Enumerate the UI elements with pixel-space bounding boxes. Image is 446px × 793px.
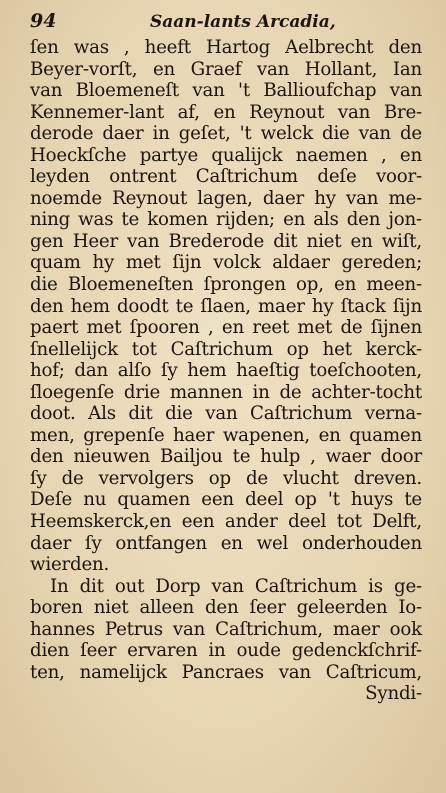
text-line: dien ſeer ervaren in oude gedenckſchrif-	[30, 640, 422, 662]
text-line: Beyer-vorſt, en Graef van Hollant, Ian	[30, 58, 422, 80]
text-line: van Bloemeneſt van 't Ballioufchap van	[30, 80, 422, 102]
text-line: noemde Reynout lagen, daer hy van me-	[30, 187, 422, 209]
page-number: 94	[30, 10, 57, 32]
text-line: Hoeckſche partye qualijck naemen , en	[30, 144, 422, 166]
text-line: Heemskerck,en een ander deel tot Delft,	[30, 511, 422, 533]
text-line: doot. Als dit die van Caſtrichum verna-	[30, 403, 422, 425]
text-line: daer ſy ontfangen en wel onderhouden	[30, 532, 422, 554]
text-line: Kennemer-lant af, en Reynout van Bre-	[30, 101, 422, 123]
text-line: men, grepenſe haer wapenen, en quamen	[30, 424, 422, 446]
text-line: Syndi-	[365, 683, 422, 705]
text-line: gen Heer van Brederode dit niet en wiſt,	[30, 230, 422, 252]
text-line: derode daer in geſet, 't welck die van de	[30, 123, 422, 145]
text-line: leyden ontrent Caſtrichum deſe voor-	[30, 166, 422, 188]
text-line: paert met ſpooren , en reet met de ſijnen	[30, 317, 422, 339]
running-head: Saan-lants Arcadia,	[150, 12, 336, 32]
text-line: ning was te komen rijden; en als den jon-	[30, 209, 422, 231]
text-line: In dit out Dorp van Caſtrichum is ge-	[50, 575, 422, 597]
text-line: die Bloemeneſten ſprongen op, en meen-	[30, 274, 422, 296]
text-line: den hem doodt te ſlaen, maer hy ſtack ſijn	[30, 295, 422, 317]
text-line: hof; dan alſo ſy hem haeſtig toeſchooten,	[30, 360, 422, 382]
text-line: hannes Petrus van Caſtrichum, maer ook	[30, 618, 422, 640]
text-line: Deſe nu quamen een deel op 't huys te	[30, 489, 422, 511]
text-line: ſloegenſe drie mannen in de achter-tocht	[30, 381, 422, 403]
text-line: ſnellelijck tot Caſtrichum op het kerck-	[30, 338, 422, 360]
page-header	[30, 4, 420, 34]
text-line: den nieuwen Bailjou te hulp , waer door	[30, 446, 422, 468]
text-line: quam hy met ſijn volck aldaer gereden;	[30, 252, 422, 274]
text-line: ſy de vervolgers op de vlucht dreven.	[30, 467, 422, 489]
text-line: ſen was , heeft Hartog Aelbrecht den	[30, 37, 422, 58]
text-line: wierden.	[30, 554, 110, 576]
text-line: ten, namelijck Pancraes van Caſtricum,	[30, 661, 422, 683]
text-line: boren niet alleen den ſeer geleerden Io-	[30, 597, 422, 619]
body-text	[30, 37, 422, 705]
